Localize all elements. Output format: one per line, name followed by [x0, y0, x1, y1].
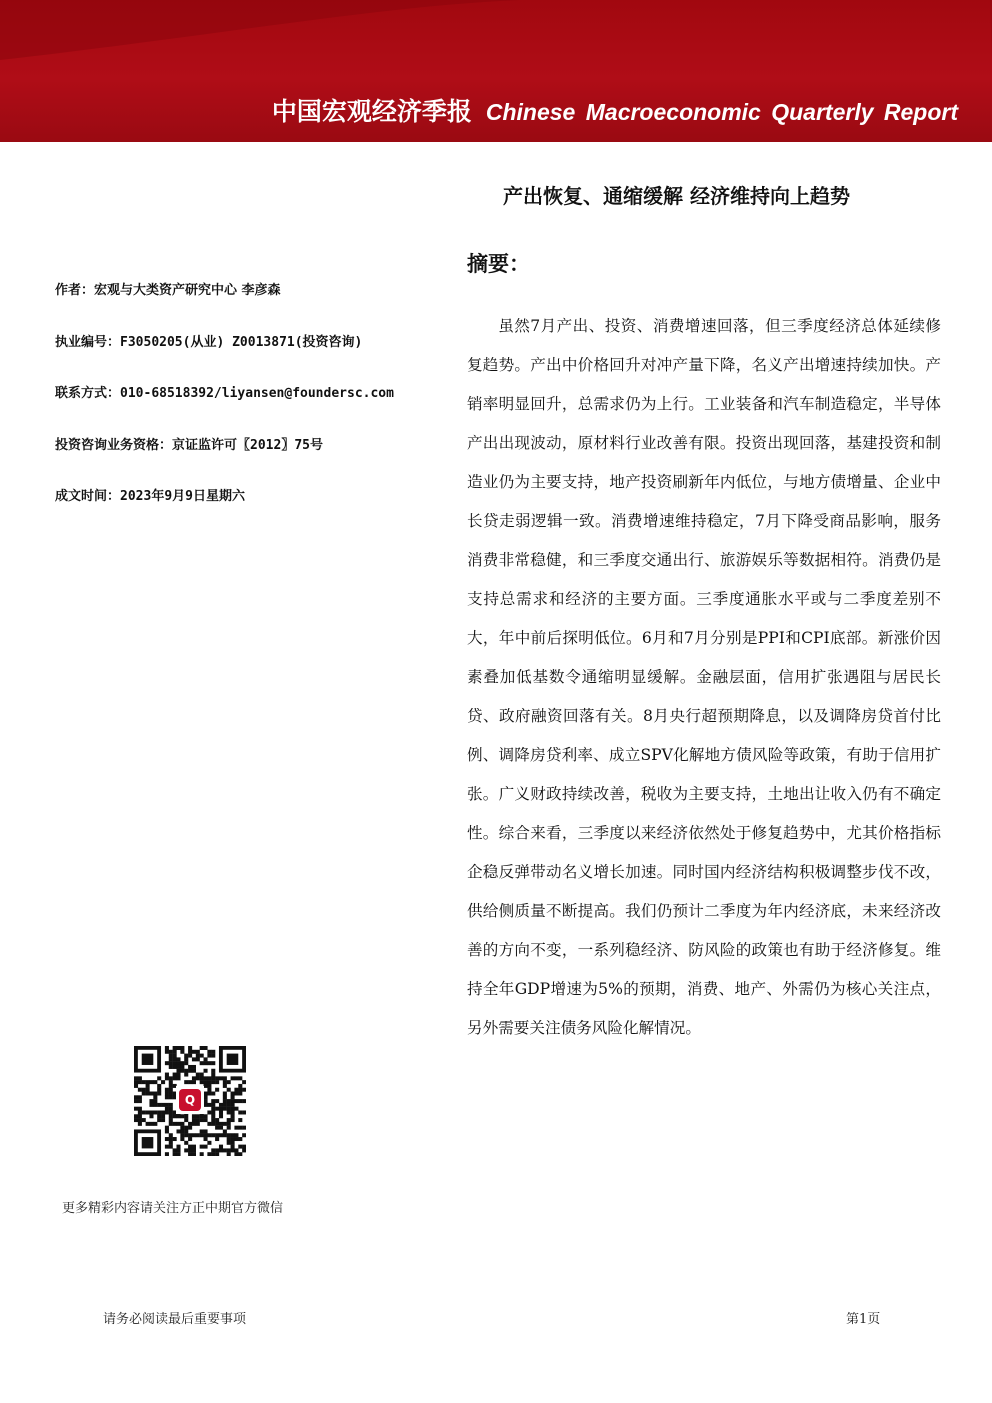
qr-logo-mark: Q: [179, 1089, 201, 1111]
abstract-body: 虽然7月产出、投资、消费增速回落，但三季度经济总体延续修复趋势。产出中价格回升对冲产量下降，名义产出增速持续加快。产销率明显回升，总需求仍为上行。工业装备和汽车制造稳定，半导体产出出现波动，原材料行业改善有限。投资出现回落，基建投资和制造业仍为主要支持，地产投资刷新年内低位，与地方债增量、企业中长贷走弱逻辑一致。消费增速维持稳定，7月下降受商品影响，服务消费非常稳健，和三季度交通出行、旅游娱乐等数据相符。消费仍是支持总需求和经济的主要方面。三季度通胀水平或与二季度差别不大，年中前后探明低位。6月和7月分别是PPI和CPI底部。新涨价因素叠加低基数令通缩明显缓解。金融层面，信用扩张遇阻与居民长贷、政府融资回落有关。8月央行超预期降息，以及调降房贷首付比例、调降房贷利率、成立SPV化解地方债风险等政策，有助于信用扩张。广义财政持续改善，税收为主要支持，土地出让收入仍有不确定性。综合来看，三季度以来经济依然处于修复趋势中，尤其价格指标企稳反弹带动名义增长加速。同时国内经济结构积极调整步伐不改，供给侧质量不断提高。我们仍预计二季度为年内经济底，未来经济改善的方向不变，一系列稳经济、防风险的政策也有助于经济修复。维持全年GDP增速为5%的预期，消费、地产、外需仍为核心关注点，另外需要关注债务风险化解情况。: [467, 317, 941, 1037]
qr-center-logo: [176, 1086, 204, 1114]
report-series-title: [272, 92, 958, 128]
date-value: 2023年9月9日星期六: [120, 489, 245, 504]
wechat-qr-code: [134, 1046, 246, 1156]
series-title-en: Chinese Macroeconomic Quarterly Report: [485, 99, 958, 125]
contact-value[interactable]: 010-68518392/liyansen@foundersc.com: [120, 386, 394, 401]
date-label: 成文时间：: [55, 489, 121, 504]
qualification-label: 投资咨询业务资格：: [55, 437, 173, 453]
qualification-row: [55, 434, 455, 486]
page-number: 第1页: [846, 1312, 881, 1327]
date-row: [55, 485, 455, 537]
author-value: 宏观与大类资产研究中心 李彦森: [94, 283, 281, 298]
qualification-value: 京证监许可〖2012〗75号: [172, 437, 323, 453]
contact-label: 联系方式：: [55, 386, 121, 401]
author-label: 作者：: [55, 283, 95, 298]
author-row: [55, 279, 455, 331]
license-label: 执业编号：: [55, 334, 121, 350]
license-value: F3050205(从业) Z0013871(投资咨询): [120, 334, 363, 350]
contact-row: [55, 382, 455, 434]
footer-disclaimer-note: 请务必阅读最后重要事项: [103, 1312, 247, 1327]
qr-caption: 更多精彩内容请关注方正中期官方微信: [62, 1201, 284, 1216]
report-title: 产出恢复、通缩缓解 经济维持向上趋势: [503, 184, 850, 208]
license-row: [55, 331, 455, 383]
abstract-heading: 摘要：: [467, 252, 530, 276]
author-info: [55, 279, 455, 537]
series-title-cn: 中国宏观经济季报: [271, 97, 472, 126]
header-banner: [0, 0, 992, 142]
